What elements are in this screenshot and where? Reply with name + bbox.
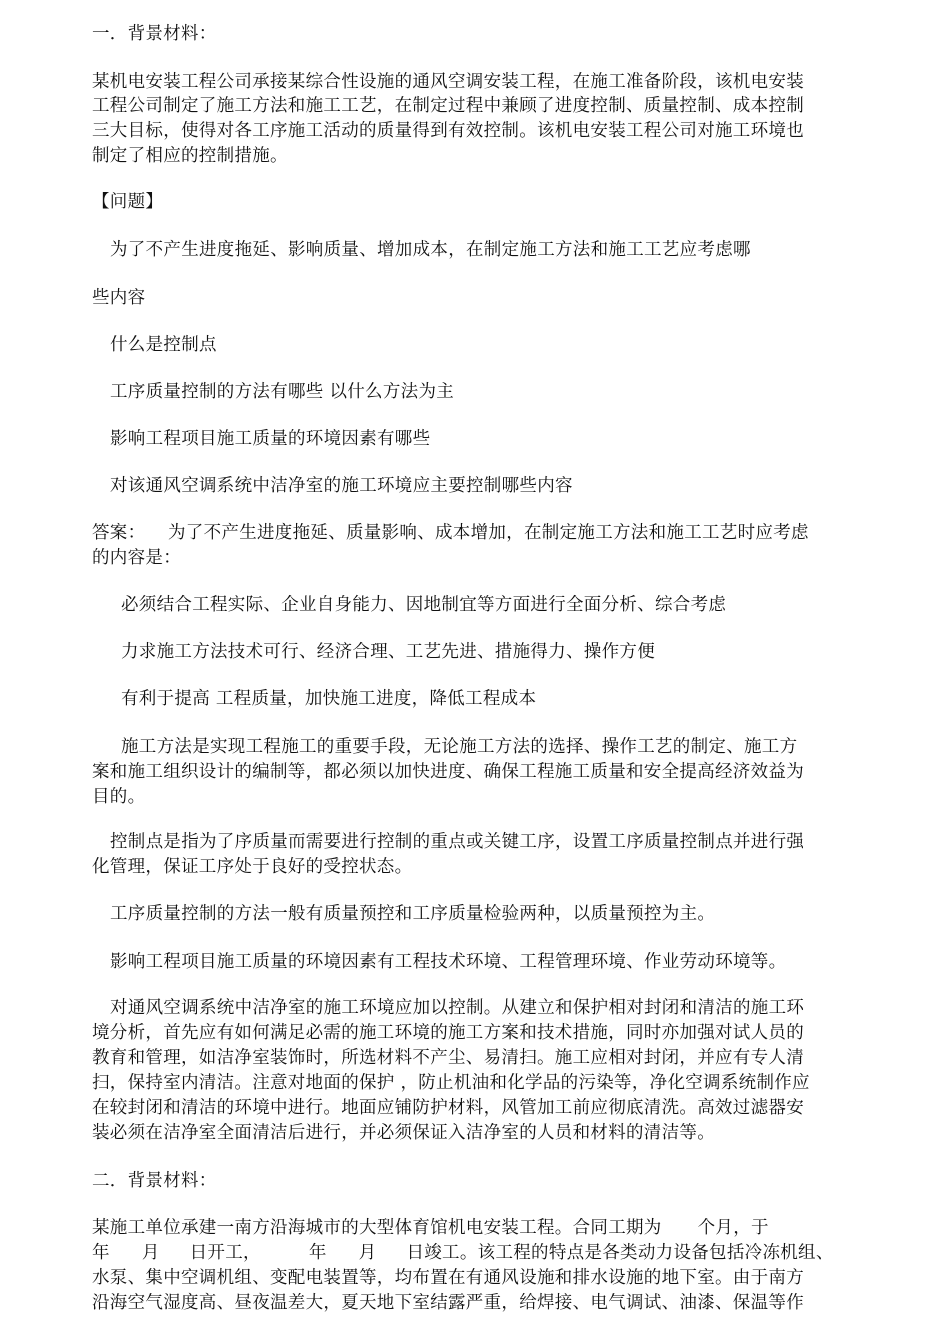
- section2-text: 年: [308, 1243, 327, 1263]
- answer-method-line: 施工方法是实现工程施工的重要手段，无论施工方法的选择、操作工艺的制定、施工方: [121, 737, 798, 757]
- answer-method-line: 目的。: [92, 787, 146, 807]
- answer-method-line: 案和施工组织设计的编制等，都必须以加快进度、确保工程施工质量和安全提高经济效益为: [92, 762, 804, 782]
- answer-point: 必须结合工程实际、企业自身能力、因地制宜等方面进行全面分析、综合考虑: [121, 595, 727, 615]
- section2-line: [92, 1216, 769, 1240]
- answer-cleanroom-line: 对通风空调系统中洁净室的施工环境应加以控制。从建立和保护相对封闭和清洁的施工环: [110, 998, 805, 1018]
- section2-text: 月: [141, 1243, 160, 1263]
- questions-heading: 【问题】: [92, 192, 164, 212]
- section2-text: 年: [92, 1243, 110, 1263]
- question-item: 影响工程项目施工质量的环境因素有哪些: [110, 429, 431, 449]
- section2-line: 水泵、集中空调机组、变配电装置等，均布置在有通风设施和排水设施的地下室。由于南方: [92, 1268, 804, 1288]
- answer-quality-method: 工序质量控制的方法一般有质量预控和工序质量检验两种，以质量预控为主。: [110, 904, 716, 924]
- section2-text: 日开工，: [189, 1243, 261, 1263]
- answer-point: 力求施工方法技术可行、经济合理、工艺先进、措施得力、操作方便: [121, 642, 655, 662]
- answer-first-line: 为了不产生进度拖延、质量影响、成本增加，在制定施工方法和施工工艺时应考虑: [168, 523, 809, 543]
- answer-point: 有利于提高 工程质量，加快施工进度，降低工程成本: [121, 689, 537, 709]
- section2-text: 某施工单位承建一南方沿海城市的大型体育馆机电安装工程。合同工期为: [92, 1218, 662, 1238]
- answer-cleanroom-line: 装必须在洁净室全面清洁后进行，并必须保证入洁净室的人员和材料的清洁等。: [92, 1123, 715, 1143]
- answer-label: 答案：: [92, 523, 146, 543]
- answer-cleanroom-line: 扫，保持室内清洁。注意对地面的保护 ，防止机油和化学品的污染等，净化空调系统制作应: [92, 1073, 810, 1093]
- answer-control-point-line: 化管理，保证工序处于良好的受控状态。: [92, 857, 413, 877]
- section2-text: 日竣工。该工程的特点是各类动力设备包括冷冻机组、: [406, 1243, 834, 1263]
- section2-text: 月: [358, 1243, 377, 1263]
- section1-background-line: 制定了相应的控制措施。: [92, 146, 288, 166]
- answer-cleanroom-line: 教育和管理，如洁净室装饰时，所选材料不产尘、易清扫。施工应相对封闭，并应有专人清: [92, 1048, 804, 1068]
- answer-cleanroom-line: 在较封闭和清洁的环境中进行。地面应铺防护材料，风管加工前应彻底清洗。高效过滤器安: [92, 1098, 804, 1118]
- section2-text: 个月，于: [697, 1218, 769, 1238]
- section2-heading: 二．背景材料：: [92, 1171, 217, 1191]
- answer-cleanroom-line: 境分析，首先应有如何满足必需的施工环境的施工方案和技术措施，同时亦加强对试人员的: [92, 1023, 804, 1043]
- question-item: 些内容: [92, 288, 146, 308]
- question-item: 什么是控制点: [110, 335, 217, 355]
- section2-line: 沿海空气湿度高、昼夜温差大，夏天地下室结露严重，给焊接、电气调试、油漆、保温等作: [92, 1293, 804, 1313]
- question-item: 对该通风空调系统中洁净室的施工环境应主要控制哪些内容: [110, 476, 573, 496]
- section1-background-line: 工程公司制定了施工方法和施工工艺，在制定过程中兼顾了进度控制、质量控制、成本控制: [92, 96, 804, 116]
- answer-control-point-line: 控制点是指为了序质量而需要进行控制的重点或关键工序，设置工序质量控制点并进行强: [110, 832, 805, 852]
- section1-background-line: 三大目标，使得对各工序施工活动的质量得到有效控制。该机电安装工程公司对施工环境也: [92, 121, 804, 141]
- section1-background-line: 某机电安装工程公司承接某综合性设施的通风空调安装工程，在施工准备阶段，该机电安装: [92, 72, 804, 92]
- question-item: 工序质量控制的方法有哪些 以什么方法为主: [110, 382, 455, 402]
- section1-heading: 一．背景材料：: [92, 24, 217, 44]
- question-item: 为了不产生进度拖延、影响质量、增加成本，在制定施工方法和施工工艺应考虑哪: [110, 240, 751, 260]
- answer-environment: 影响工程项目施工质量的环境因素有工程技术环境、工程管理环境、作业劳动环境等。: [110, 952, 787, 972]
- section2-line: [92, 1241, 834, 1265]
- answer-first-continuation: 的内容是：: [92, 548, 181, 568]
